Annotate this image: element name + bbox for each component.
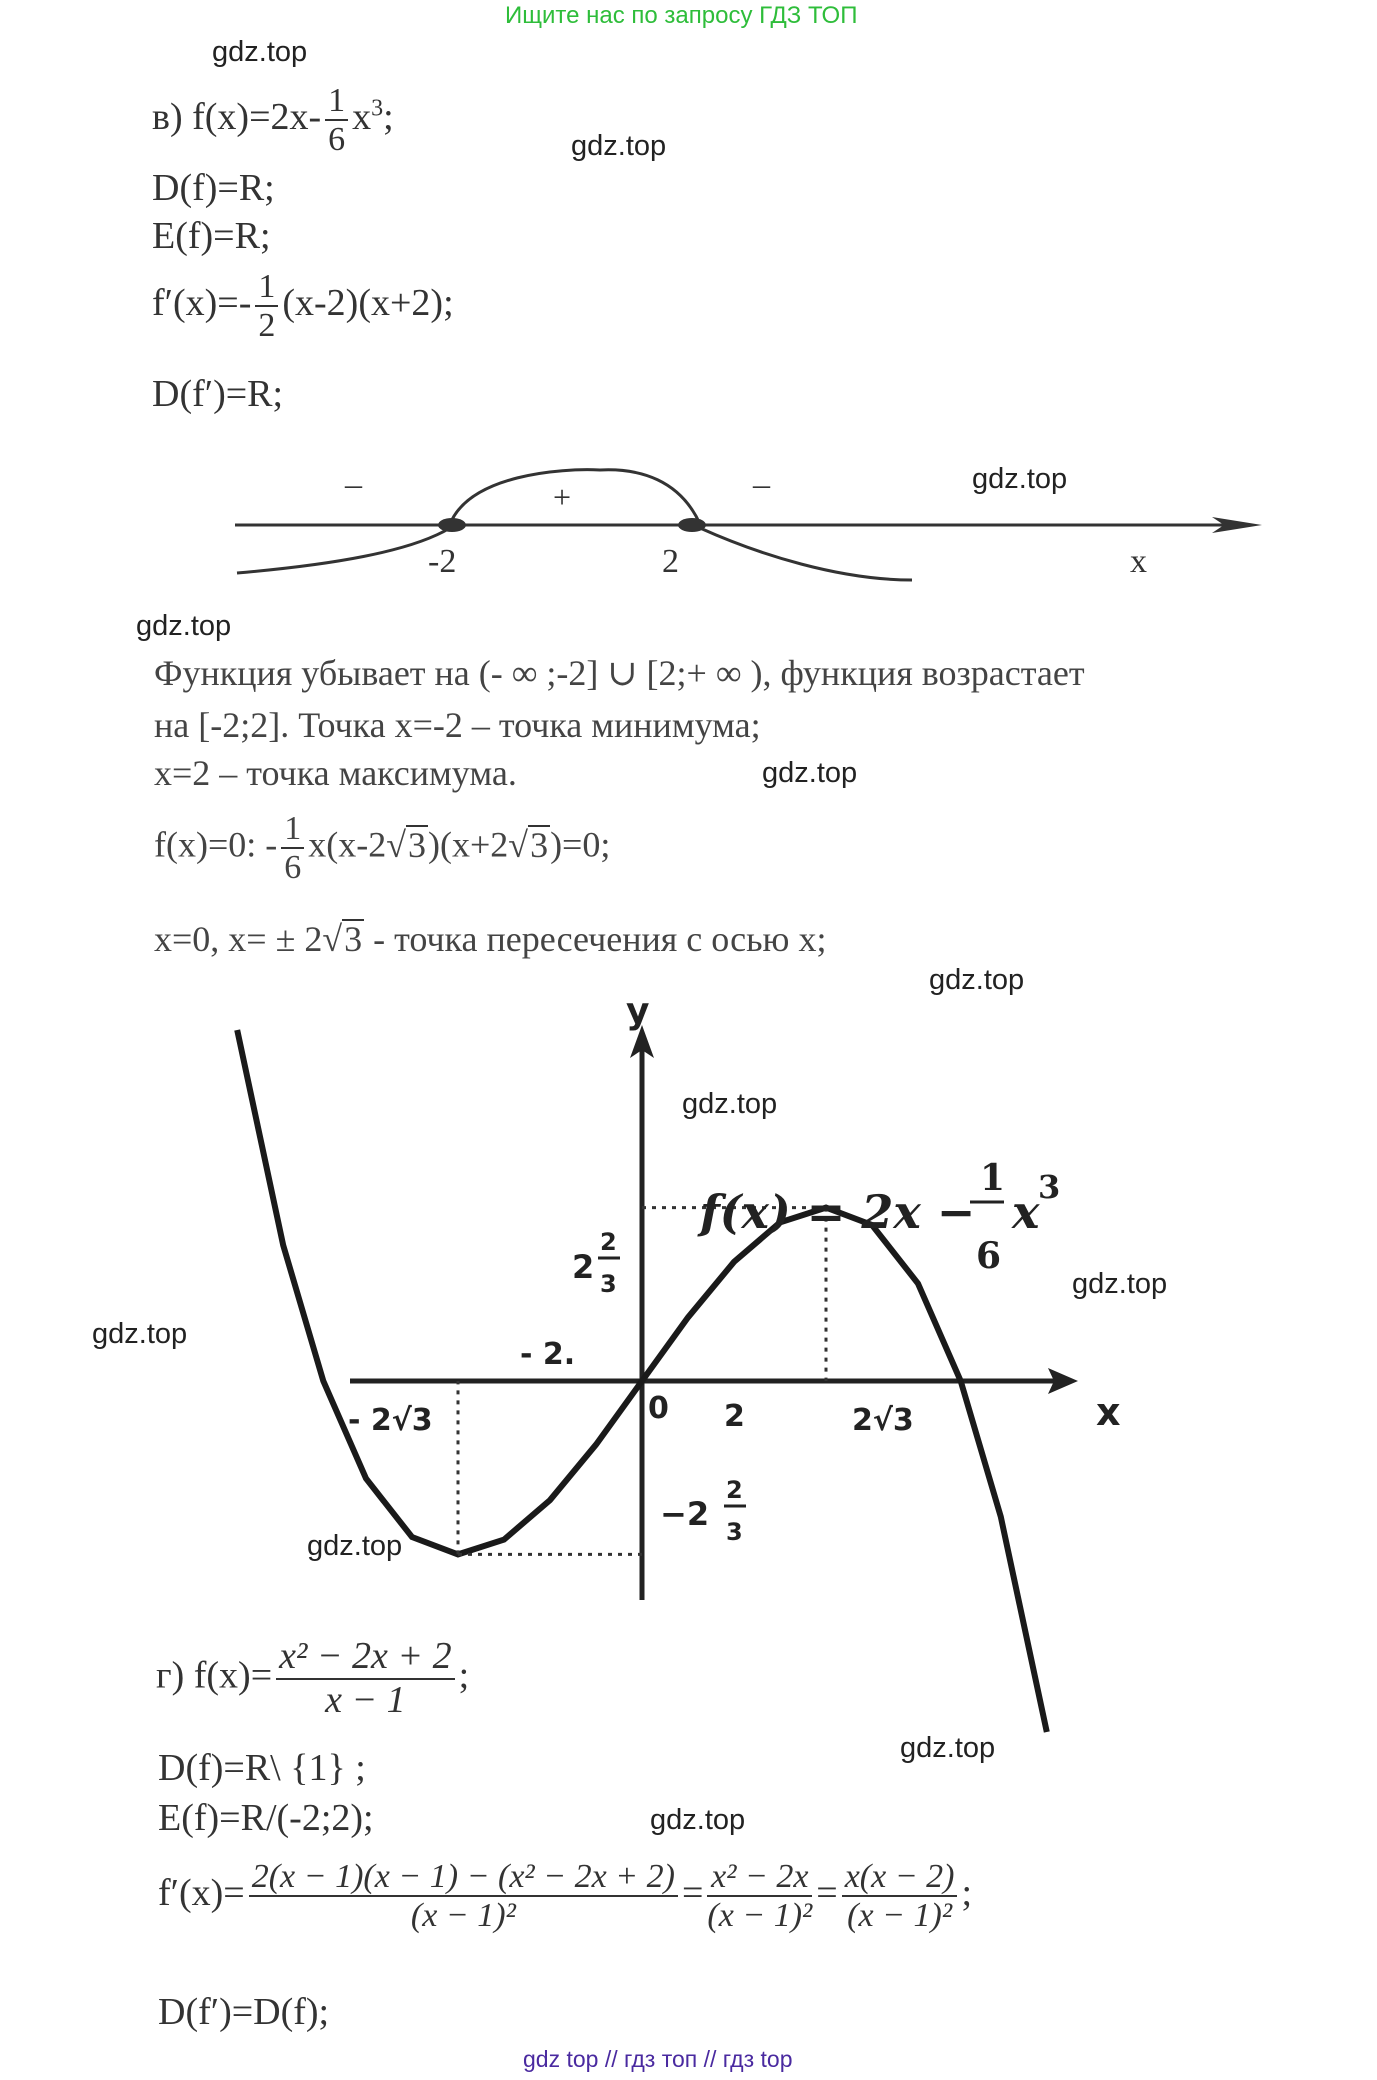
- graph-formula: [697, 1157, 1060, 1277]
- x-max-label: 2: [724, 1399, 745, 1434]
- function-definition-g: г) f(x)= $\frac{\text{x² − 2x + 2}}{x - 1}$ ;: [156, 1635, 470, 1721]
- svg-text:2: 2: [572, 1248, 595, 1286]
- watermark: gdz.top: [972, 463, 1068, 495]
- roots-line: x=0, x= ± 2√3 - точка пересечения с осью x;: [154, 919, 827, 959]
- watermark: gdz.top: [307, 1530, 403, 1562]
- footer-links[interactable]: gdz top // гдз топ // гдз top: [523, 2046, 793, 2072]
- watermark: gdz.top: [900, 1732, 996, 1764]
- extremum-line: x=2 – точка максимума.: [154, 753, 517, 793]
- max-value-label: [572, 1228, 620, 1298]
- svg-text:1: 1: [980, 1157, 1006, 1199]
- svg-text:3: 3: [726, 1518, 743, 1546]
- origin-label: 0: [648, 1391, 669, 1426]
- domain-line: D(f)=R\ {1} ;: [158, 1747, 366, 1789]
- domain-line: D(f)=R;: [152, 167, 275, 209]
- watermark: gdz.top: [92, 1318, 188, 1350]
- negative-root-label: - 2√3: [348, 1403, 433, 1438]
- svg-text:2: 2: [726, 1476, 743, 1504]
- svg-text:3: 3: [600, 1270, 617, 1298]
- watermark: gdz.top: [136, 610, 232, 642]
- x-axis-label: x: [1096, 1390, 1121, 1434]
- watermark: gdz.top: [682, 1088, 778, 1120]
- sign-plus: +: [553, 479, 572, 515]
- monotonicity-line: Функция убывает на (- ∞ ;-2] ∪ [2;+ ∞ ), функция возрастает: [154, 653, 1085, 693]
- svg-text:−2: −2: [660, 1495, 710, 1533]
- point-label: -2: [428, 543, 457, 580]
- fraction: $\frac{\text{2(x − 1)(x − 1) − (x² − 2x + 2)}}{\text{(x − 1)²}}$: [249, 1858, 678, 1935]
- fraction: $\frac{\text{x² − 2x}}{\text{(x − 1)²}}$: [707, 1858, 813, 1935]
- derivative-line: f′(x)= $\frac{\text{2(x − 1)(x − 1) − (x² − 2x + 2)}}{\text{(x − 1)²}}$ = $\frac{\text{x² − 2x}}{\text{(x − 1)²}}$ = $\frac{x(x - 2)}{\text{(x − 1)²}}$ ;: [158, 1858, 973, 1935]
- range-line: E(f)=R;: [152, 215, 271, 257]
- fraction: $\frac{1}{6}$: [325, 82, 348, 159]
- part-label: г): [156, 1654, 185, 1697]
- svg-text:x: x: [1012, 1185, 1040, 1239]
- fraction: $\frac{x(x - 2)}{\text{(x − 1)²}}$: [842, 1858, 958, 1935]
- function-definition-v: в) f(x)=2x- $\frac{1}{6}$ $x^3$;: [152, 82, 394, 159]
- min-value-label: [660, 1476, 746, 1546]
- derivative-domain-line: D(f′)=R;: [152, 373, 284, 415]
- sqrt: √3: [322, 919, 363, 959]
- sqrt: √3: [508, 824, 549, 865]
- watermark: gdz.top: [571, 130, 667, 162]
- sign-minus: –: [753, 466, 770, 503]
- svg-text:6: 6: [976, 1235, 1002, 1277]
- svg-text:2: 2: [600, 1228, 617, 1256]
- point-label: 2: [662, 543, 679, 580]
- watermark: gdz.top: [929, 964, 1025, 996]
- x-min-label: - 2.: [520, 1337, 576, 1372]
- zeros-equation: f(x)=0: - $\frac{1}{6}$ x(x-2√3)(x+2√3)=0;: [154, 810, 611, 887]
- sqrt: √3: [386, 824, 427, 865]
- derivative-line: f′(x)=- $\frac{1}{2}$ (x-2)(x+2);: [152, 268, 454, 345]
- axis-label: x: [1130, 543, 1147, 580]
- fraction: $\frac{1}{6}$: [281, 810, 304, 887]
- watermark: gdz.top: [1072, 1268, 1168, 1300]
- y-axis-label: y: [626, 991, 650, 1032]
- search-banner[interactable]: Ищите нас по запросу ГДЗ ТОП: [505, 2, 858, 29]
- svg-text:3: 3: [1038, 1168, 1061, 1206]
- positive-root-label: 2√3: [852, 1403, 914, 1438]
- fraction: $\frac{1}{2}$: [255, 268, 278, 345]
- monotonicity-line: на [-2;2]. Точка x=-2 – точка минимума;: [154, 705, 761, 745]
- svg-text:f(x) = 2x −: f(x) = 2x −: [700, 1185, 976, 1239]
- part-label: в): [152, 96, 183, 139]
- range-line: E(f)=R/(-2;2);: [158, 1797, 374, 1839]
- watermark: gdz.top: [650, 1804, 746, 1836]
- watermark: gdz.top: [212, 36, 308, 68]
- sign-minus: –: [345, 466, 362, 503]
- watermark: gdz.top: [762, 757, 858, 789]
- fraction: $\frac{\text{x² − 2x + 2}}{x - 1}$: [276, 1636, 454, 1722]
- derivative-domain-line: D(f′)=D(f);: [158, 1991, 330, 2033]
